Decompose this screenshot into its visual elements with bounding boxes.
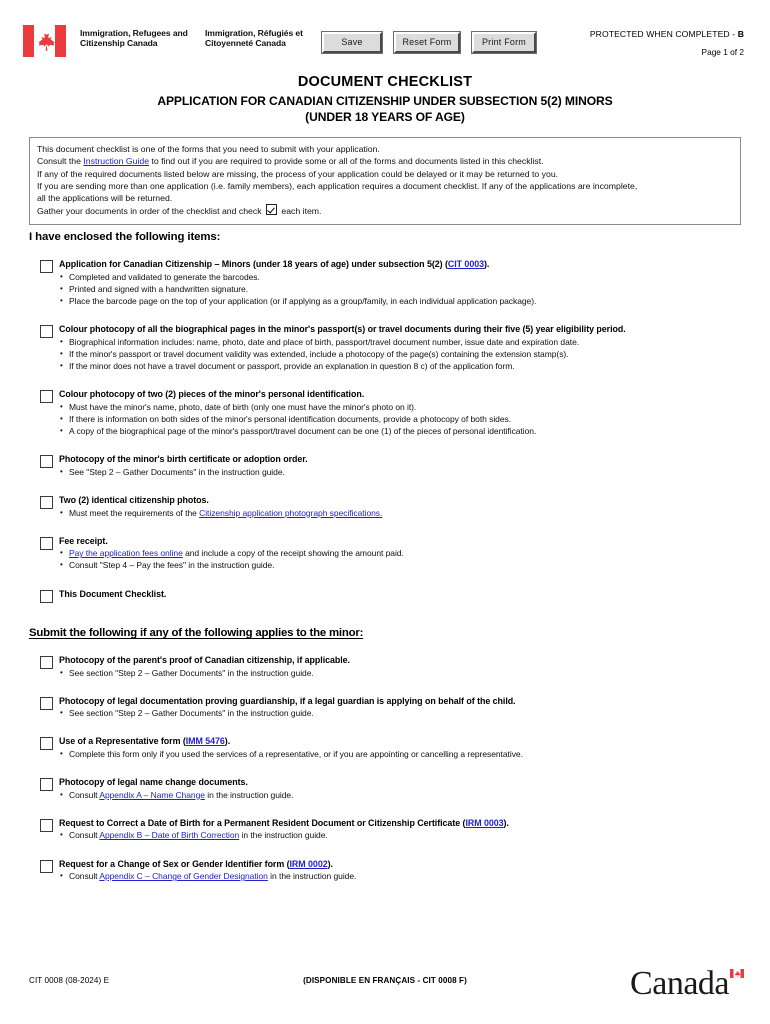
department-name-en: Immigration, Refugees and Citizenship Canada [80, 28, 188, 49]
checklist-item-title-text: Application for Canadian Citizenship – Minors (under 18 years of age) under subsection 5(2) ( [59, 259, 448, 269]
bullet-item: • If the minor does not have a travel document or passport, provide an explanation in question 8 c) of the application form. [59, 360, 742, 372]
checklist-item-bullets [59, 789, 742, 801]
checklist-item-bullets [59, 507, 742, 519]
checklist-item-title [59, 389, 742, 401]
checklist-item [40, 389, 742, 437]
checklist-item-bullets [59, 829, 742, 841]
department-name-fr: Immigration, Réfugiés et Citoyenneté Canada [205, 28, 303, 49]
intro-line-6-post: each item. [278, 206, 322, 217]
checkbox-request-to-correct-a-date-of-birth-for-a[interactable] [40, 819, 53, 832]
bullet-item: • See section "Step 2 – Gather Documents" in the instruction guide. [59, 667, 742, 679]
intro-line-2 [37, 155, 733, 167]
checklist-section-conditional [40, 655, 742, 882]
checklist-item [40, 696, 742, 720]
bullet-item: • If the minor's passport or travel document validity was extended, include a photocopy of the page(s) containing the extension stamp(s). [59, 348, 742, 360]
checklist-item [40, 777, 742, 801]
checklist-item [40, 495, 742, 519]
checklist-item-title-text: Photocopy of the parent's proof of Canadian citizenship, if applicable. [59, 655, 350, 665]
wordmark-flag-icon [730, 951, 744, 960]
checklist-item-title-suffix: ). [327, 858, 333, 869]
protected-marking [590, 29, 744, 39]
bullet-item [59, 559, 742, 571]
checklist-item-title-text: Colour photocopy of two (2) pieces of the minor's personal identification. [59, 389, 365, 400]
checklist-item-bullets [59, 336, 742, 373]
checklist-item-bullets [59, 870, 742, 882]
checklist-item-bullets [59, 466, 742, 478]
bullet-link-appendix-c-change-of-gender-designation[interactable]: Appendix C – Change of Gender Designation [99, 871, 268, 882]
checkbox-this-document-checklist[interactable] [40, 590, 53, 603]
checklist-item-title [59, 655, 742, 667]
checklist-item-title-text: Use of a Representative form ( [59, 736, 186, 747]
bullet-text: Must meet the requirements of the [69, 507, 200, 518]
checklist-item-bullets [59, 271, 742, 308]
title-subtitle-2: (UNDER 18 YEARS OF AGE) [305, 110, 465, 124]
checklist-section-enclosed [40, 259, 742, 600]
bullet-text-suffix: in the instruction guide. [204, 789, 294, 800]
bullet-item: • Completed and validated to generate the barcodes. [59, 271, 742, 283]
checkbox-two-2-identical-citizenship-photos[interactable] [40, 496, 53, 509]
reset-form-button[interactable]: Reset Form [394, 32, 460, 53]
intro-line-2-pre: Consult the [37, 156, 84, 167]
form-link-irm-0003[interactable]: IRM 0003 [465, 817, 504, 828]
checklist-item-bullets [59, 667, 742, 679]
checkbox-photocopy-of-legal-name-change-documents[interactable] [40, 778, 53, 791]
save-button[interactable]: Save [322, 32, 382, 53]
intro-line-6-pre: Gather your documents in order of the checklist and check [37, 206, 264, 217]
bullet-item: • A copy of the biographical page of the minor's passport/travel document can be one (1) of the pieces of personal identification. [59, 425, 742, 437]
title-main: DOCUMENT CHECKLIST [297, 74, 473, 90]
page-number: Page 1 of 2 [701, 47, 744, 57]
protected-label: PROTECTED WHEN COMPLETED - [589, 29, 738, 39]
intro-line-3: If any of the required documents listed below are missing, the process of your application could be delayed or it may be returned to you. [37, 168, 559, 179]
checkbox-application-for-canadian-citizenship-min[interactable] [40, 260, 53, 273]
canada-flag-icon [23, 25, 66, 57]
checklist-item-title [59, 589, 742, 601]
bullet-item [59, 547, 742, 559]
intro-instructions-box [29, 137, 741, 225]
checklist-item-title [59, 259, 742, 271]
checkbox-request-for-a-change-of-sex-or-gender-id[interactable] [40, 860, 53, 873]
checklist-item-title-suffix: ). [503, 817, 509, 828]
checklist-item-bullets [59, 748, 742, 760]
instruction-guide-link[interactable]: Instruction Guide [83, 156, 150, 167]
checklist-item [40, 818, 742, 842]
bullet-text-suffix: and include a copy of the receipt showing the amount paid. [182, 548, 404, 559]
checklist-item-bullets [59, 401, 742, 438]
section-heading-enclosed: I have enclosed the following items: [29, 231, 221, 243]
print-form-button[interactable]: Print Form [472, 32, 536, 53]
bullet-text-suffix: in the instruction guide. [267, 871, 357, 882]
checklist-item [40, 324, 742, 372]
bullet-item: • Place the barcode page on the top of your application (or if applying as a group/family, in each individual application package). [59, 295, 742, 307]
canada-wordmark-text: Canada [630, 965, 729, 1002]
bullet-item: • Complete this form only if you used the services of a representative, or if you are appointing or cancelling a representative. [59, 748, 742, 760]
page-title [0, 74, 770, 124]
form-link-irm-0002[interactable]: IRM 0002 [289, 858, 328, 869]
bullet-text: Consult [69, 789, 100, 800]
checklist-item-title-text: Colour photocopy of all the biographical pages in the minor's passport(s) or travel documents during their five (5) year eligibility period. [59, 324, 626, 335]
bullet-link-citizenship-application-photograph-speci[interactable]: Citizenship application photograph specifications. [199, 507, 383, 518]
bullet-item: • Printed and signed with a handwritten signature. [59, 283, 742, 295]
checkbox-colour-photocopy-of-two-2-pieces-of-the-[interactable] [40, 390, 53, 403]
checklist-item-title-text: Fee receipt. [59, 535, 108, 546]
checklist-item-title [59, 454, 742, 466]
bullet-item: • If there is information on both sides of the minor's personal identification documents, provide a photocopy of both sides. [59, 413, 742, 425]
checklist-item [40, 655, 742, 679]
checkbox-photocopy-of-the-minor-s-birth-certifica[interactable] [40, 455, 53, 468]
form-link-cit-0003[interactable]: CIT 0003 [447, 259, 484, 269]
checklist-item-title [59, 536, 742, 548]
checklist-item-title-text: Photocopy of the minor's birth certificate or adoption order. [59, 454, 308, 465]
checklist-item [40, 589, 742, 601]
bullet-text: Consult [69, 871, 100, 882]
form-action-buttons [322, 32, 536, 53]
checklist-item-bullets [59, 707, 742, 719]
checklist-item-title [59, 859, 742, 871]
bullet-link-pay-the-application-fees-online[interactable]: Pay the application fees online [69, 548, 183, 559]
checkbox-use-of-a-representative-form[interactable] [40, 737, 53, 750]
bullet-text: Consult [69, 830, 100, 841]
bullet-item: • See "Step 2 – Gather Documents" in the instruction guide. [59, 466, 742, 478]
form-link-imm-5476[interactable]: IMM 5476 [185, 736, 225, 747]
protected-level: B [737, 29, 744, 39]
checkbox-colour-photocopy-of-all-the-biographical[interactable] [40, 325, 53, 338]
checklist-item-bullets [59, 547, 742, 571]
bullet-item: • Biographical information includes: name, photo, date and place of birth, passport/travel document number, issue date and expiration date. [59, 336, 742, 348]
checklist-item-title-suffix: ). [224, 736, 231, 747]
checklist-item [40, 859, 742, 883]
checklist-item [40, 736, 742, 760]
checklist-item-title-text: Photocopy of legal documentation proving guardianship, if a legal guardian is applying on behalf of the child. [59, 695, 516, 706]
bullet-link-appendix-a-name-change[interactable]: Appendix A – Name Change [99, 789, 205, 800]
title-subtitle-1: APPLICATION FOR CANADIAN CITIZENSHIP UNDER SUBSECTION 5(2) MINORS [157, 94, 613, 108]
form-code: CIT 0008 (08-2024) E [29, 976, 110, 985]
intro-line-4: If you are sending more than one application (i.e. family members), each application requires a document checklist. If any of the applications are incomplete, [37, 180, 638, 191]
bullet-item [59, 507, 742, 519]
bullet-link-appendix-b-date-of-birth-correction[interactable]: Appendix B – Date of Birth Correction [99, 830, 240, 841]
checklist-item-title-text: Request for a Change of Sex or Gender Identifier form ( [59, 858, 290, 869]
checklist-item-title [59, 818, 742, 830]
intro-line-5: all the applications will be returned. [37, 193, 173, 204]
checklist-item-title [59, 736, 742, 748]
checklist-item-title-suffix: ). [483, 259, 490, 269]
checklist-item-title [59, 324, 742, 336]
checklist-item-title [59, 696, 742, 708]
checkbox-photocopy-of-legal-documentation-proving[interactable] [40, 697, 53, 710]
checklist-item-title [59, 495, 742, 507]
checklist-item-title [59, 777, 742, 789]
bullet-item: • Must have the minor's name, photo, date of birth (only one must have the minor's photo on it). [59, 401, 742, 413]
intro-line-2-post: to find out if you are required to provide some or all of the forms and documents listed in this checklist. [149, 156, 544, 167]
section-heading-conditional: Submit the following if any of the following applies to the minor: [29, 627, 364, 639]
checklist-item [40, 454, 742, 478]
bullet-text-suffix: in the instruction guide. [239, 830, 328, 841]
checklist-item [40, 259, 742, 307]
page-header [0, 0, 770, 68]
bullet-item [59, 829, 742, 841]
bullet-item: • See section "Step 2 – Gather Documents" in the instruction guide. [59, 707, 742, 719]
checklist-item-title-text: Request to Correct a Date of Birth for a Permanent Resident Document or Citizenship Certificate ( [59, 817, 466, 828]
bullet-text: Consult "Step 4 – Pay the fees" in the instruction guide. [69, 560, 275, 571]
french-version-note: (DISPONIBLE EN FRANÇAIS - CIT 0008 F) [303, 976, 467, 985]
checklist-item-title-text: Two (2) identical citizenship photos. [59, 495, 209, 506]
checkbox-fee-receipt[interactable] [40, 537, 53, 550]
bullet-item [59, 870, 742, 882]
intro-line-6 [37, 204, 733, 217]
checkbox-photocopy-of-the-parent-s-proof-of-canad[interactable] [40, 656, 53, 669]
checklist-item [40, 536, 742, 572]
bullet-item [59, 789, 742, 801]
intro-line-1: This document checklist is one of the forms that you need to submit with your application. [37, 144, 380, 154]
checklist-item-title-text: Photocopy of legal name change documents. [59, 777, 248, 788]
checklist-item-title-text: This Document Checklist. [59, 588, 167, 599]
canada-wordmark [630, 951, 744, 1001]
checkmark-example-icon [266, 204, 277, 215]
